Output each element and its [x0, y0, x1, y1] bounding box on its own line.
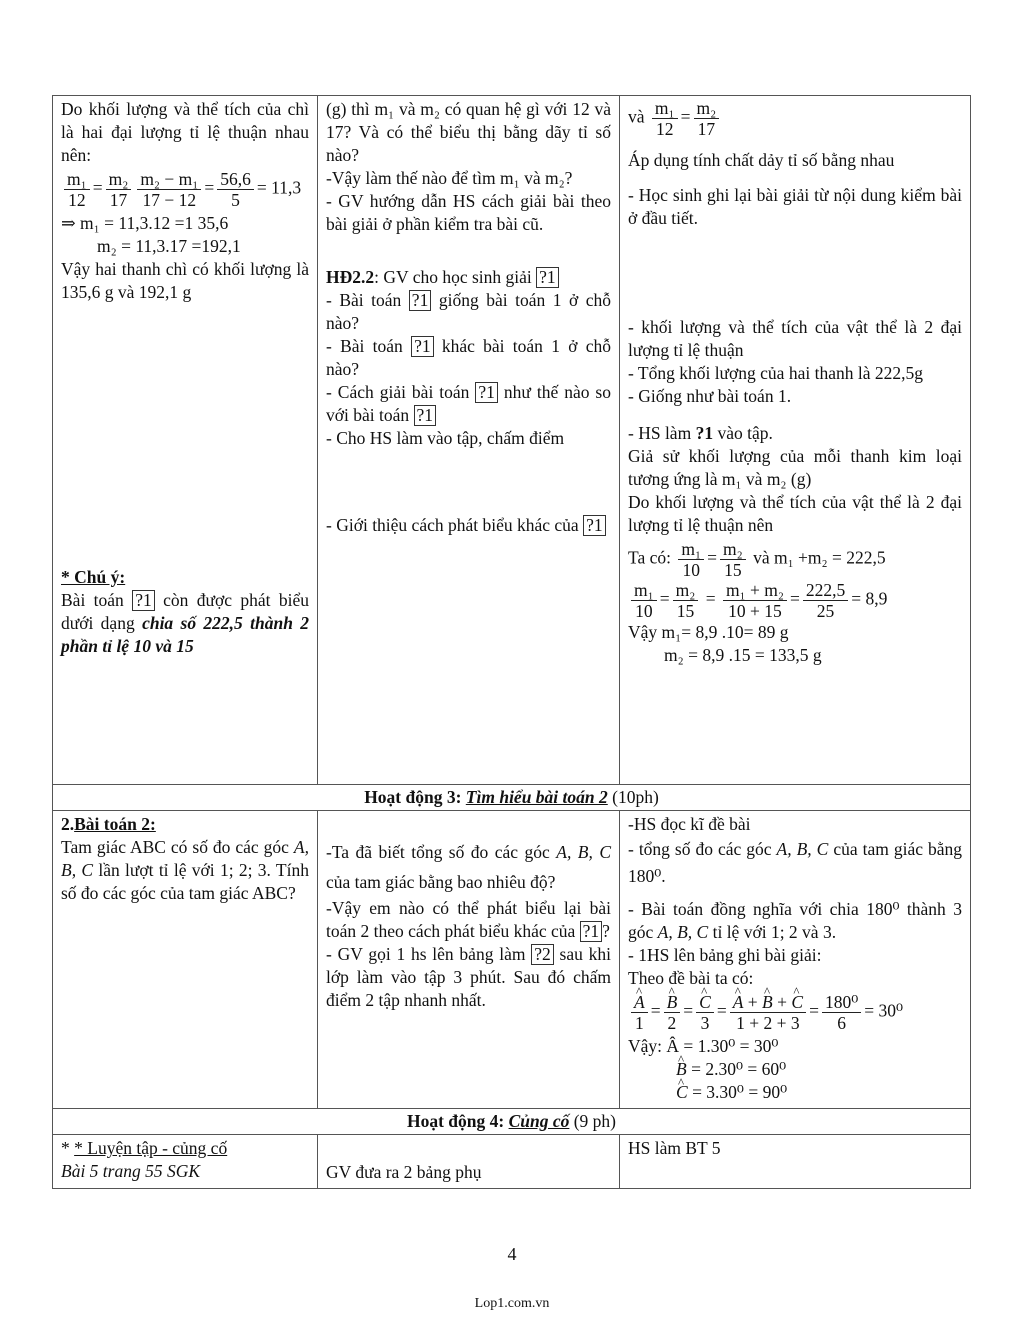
student-cell: [620, 811, 971, 1109]
equation: $\frac{\text{m₁}}{10}$ = $\frac{\text{m₂}}{15}$ = $\frac{\text{m₁ + m₂}}{10 + 15}$ = $\frac{222,5}{25}$ = 8,9: [628, 580, 962, 621]
line: ⇒ m₁ = 11,3.12 =1 35,6: [61, 213, 229, 233]
paragraph: -Vậy làm thế nào để tìm m₁ và m₂?: [326, 168, 573, 188]
answer: Vậy m₁= 8,9 .10= 89 g: [628, 622, 789, 642]
footer-text: Lop1.com.vn: [474, 1296, 550, 1311]
teacher-cell: [318, 811, 620, 1109]
table-row: [53, 811, 971, 1109]
teacher-cell: [318, 96, 620, 785]
answer: m₂ = 8,9 .15 = 133,5 g: [664, 645, 822, 665]
equation: Ta có: $\frac{\text{m₁}}{10}$ = $\frac{\text{m₂}}{15}$ và m₁ +m₂ = 222,5: [628, 539, 886, 580]
question: - GV gọi 1 hs lên bảng làm ?2 sau khi lớp làm vào tập 3 phút. Sau đó chấm điểm 2 tập nhanh nhất.: [326, 944, 611, 1010]
paragraph: - GV hướng dẫn HS cách giải bài theo bài giải ở phần kiểm tra bài cũ.: [326, 191, 611, 234]
teacher-cell: [318, 1135, 620, 1189]
angles: A, B, C: [61, 837, 309, 880]
answer: Giả sử khối lượng của mỗi thanh kim loại tương ứng là m₁ và m₂ (g): [628, 446, 962, 489]
line: m₂ = 11,3.17 =192,1: [97, 236, 241, 256]
section-header-row: [53, 785, 971, 811]
activity-heading: HĐ2.2: GV cho học sinh giải ?1: [326, 266, 611, 289]
problem-title: 2.Bài toán 2:: [61, 814, 156, 834]
student-cell: [620, 96, 971, 785]
paragraph: - Học sinh ghi lại bài giải từ nội dung kiểm bài ở đầu tiết.: [628, 185, 962, 228]
answer: -HS đọc kĩ đề bài: [628, 814, 751, 834]
problem-text: Tam giác ABC có số đo các góc A, B, C lần lượt tỉ lệ với 1; 2; 3. Tính số đo các góc của tam giác ABC?: [61, 837, 309, 903]
answer: Do khối lượng và thể tích của vật thể là 2 đại lượng tỉ lệ thuận nên: [628, 492, 962, 535]
note-title: * Chú ý:: [61, 567, 126, 587]
answer: - 1HS lên bảng ghi bài giải:: [628, 945, 822, 965]
answer: ^ B = 2.30⁰ = 60⁰: [628, 1058, 962, 1081]
answer: - Giống như bài toán 1.: [628, 386, 792, 406]
answer: - HS làm ?1 vào tập.: [628, 423, 773, 443]
table-row: [53, 96, 971, 785]
paragraph: HS làm BT 5: [628, 1138, 721, 1158]
equation: ^ $\frac{A}{1}$ = ^ $\frac{B}{2}$ = ^ $\frac{C}{3}$ = ^ $\frac{A + \^{} B + \^{} C}{1 + 2 + 3}$ = $\frac{\text{180⁰}}{6}$ = 30⁰: [628, 992, 962, 1033]
question: - Bài toán ?1 khác bài toán 1 ở chỗ nào?: [326, 336, 611, 379]
content-cell: [53, 1135, 318, 1189]
question: - Cách giải bài toán ?1 như thế nào so với bài toán ?1: [326, 382, 611, 425]
exercise-heading: * * Luyện tập - củng cố: [61, 1138, 228, 1158]
content-cell: [53, 96, 318, 785]
answer: Theo đề bài ta có:: [628, 968, 754, 988]
answer: - Tổng khối lượng của hai thanh là 222,5g: [628, 363, 923, 383]
equation: và $\frac{\text{m₁}}{12}$ = $\frac{\text{m₂}}{17}$: [628, 98, 962, 139]
line: Vậy hai thanh chì có khối lượng là 135,6 g và 192,1 g: [61, 259, 309, 302]
page-number: 4: [507, 1244, 517, 1264]
answer: - khối lượng và thể tích của vật thể là 2 đại lượng tỉ lệ thuận: [628, 317, 962, 360]
answer: - tổng số đo các góc A, B, C của tam giác bằng 180⁰.: [628, 839, 962, 886]
paragraph: Do khối lượng và thể tích của chì là hai đại lượng tỉ lệ thuận nhau nên:: [61, 99, 309, 165]
paragraph: Áp dụng tính chất dảy tỉ số bằng nhau: [628, 150, 895, 170]
question: - Cho HS làm vào tập, chấm điểm: [326, 428, 565, 448]
exercise-ref: Bài 5 trang 55 SGK: [61, 1161, 201, 1181]
question: - Bài toán ?1 giống bài toán 1 ở chỗ nào?: [326, 290, 612, 333]
question: - Giới thiệu cách phát biểu khác của ?1: [326, 514, 611, 537]
paragraph: GV đưa ra 2 bảng phụ: [326, 1162, 482, 1182]
question: -Ta đã biết tổng số đo các góc A, B, C của tam giác bằng bao nhiêu độ?: [326, 842, 611, 892]
answer: Vậy: Â = 1.30⁰ = 30⁰: [628, 1036, 779, 1056]
answer: - Bài toán đồng nghĩa với chia 180⁰ thành 3 góc A, B, C tỉ lệ với 1; 2 và 3.: [628, 899, 962, 942]
answer: ^ C = 3.30⁰ = 90⁰: [628, 1081, 962, 1104]
content-cell: [53, 811, 318, 1109]
equation: $\frac{\text{m₁}}{12}$ = $\frac{\text{m₂}}{17}$ $\frac{\text{m₂ − m₁}}{17 - 12}$ = $\frac{56,6}{5}$ = 11,3: [61, 169, 309, 210]
lesson-table: [52, 95, 971, 1189]
section-header: Hoạt động 4: Củng cố (9 ph): [53, 1109, 971, 1135]
section-header: Hoạt động 3: Tìm hiểu bài toán 2 (10ph): [53, 785, 971, 811]
note-text: Bài toán ?1 còn được phát biểu dưới dạng chia số 222,5 thành 2 phần tỉ lệ 10 và 15: [61, 590, 310, 656]
paragraph: (g) thì m₁ và m₂ có quan hệ gì với 12 và 17? Và có thể biểu thị bằng dãy tỉ số nào?: [326, 99, 611, 165]
table-row: [53, 1135, 971, 1189]
question: -Vậy em nào có thể phát biểu lại bài toán 2 theo cách phát biểu khác của ?1 ?: [326, 898, 611, 941]
section-header-row: [53, 1109, 971, 1135]
student-cell: [620, 1135, 971, 1189]
